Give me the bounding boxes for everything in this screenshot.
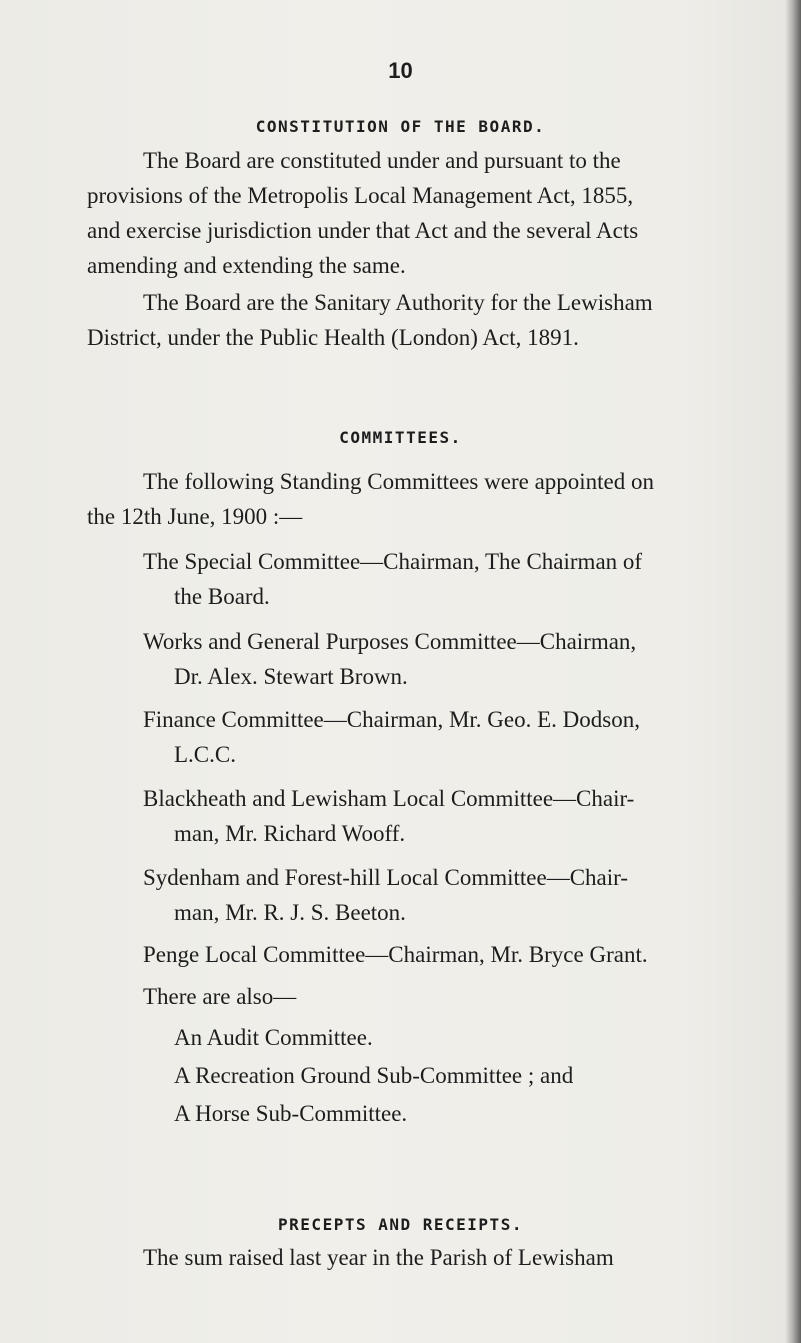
constitution-para1-line1 (143, 147, 621, 175)
precepts-line1: The sum raised last year in the Parish of Lewisham (143, 1245, 614, 1270)
committee-works-line2: Dr. Alex. Stewart Brown. (174, 664, 408, 689)
committees-heading: COMMITTEES. (339, 428, 462, 447)
also-item-recreation: A Recreation Ground Sub-Committee ; and (174, 1063, 574, 1088)
committee-blackheath-line2: man, Mr. Richard Wooff. (174, 821, 406, 846)
precepts-heading: PRECEPTS AND RECEIPTS. (278, 1215, 523, 1234)
committee-sydenham-line1: Sydenham and Forest-hill Local Committee—Chair- (143, 865, 628, 890)
committee-blackheath-line1: Blackheath and Lewisham Local Committee—Chair- (143, 786, 635, 811)
page-edge-shadow (785, 0, 801, 1343)
constitution-para2-line1: The Board are the Sanitary Authority for the Lewisham (143, 290, 653, 315)
also-item-horse: A Horse Sub-Committee. (174, 1101, 408, 1126)
committee-sydenham-line2: man, Mr. R. J. S. Beeton. (174, 900, 406, 925)
page-number: 10 (388, 58, 413, 83)
committee-special-line2: the Board. (174, 584, 270, 609)
also-label: There are also— (143, 984, 297, 1009)
committee-penge-line1: Penge Local Committee—Chairman, Mr. Bryce Grant. (143, 942, 648, 967)
committees-intro-line2: the 12th June, 1900 :— (87, 504, 303, 529)
constitution-para2-line2: District, under the Public Health (London) Act, 1891. (87, 325, 579, 350)
committee-finance-line1: Finance Committee—Chairman, Mr. Geo. E. Dodson, (143, 707, 640, 732)
committee-finance-line2: L.C.C. (174, 742, 236, 767)
committee-works-line1: Works and General Purposes Committee—Chairman, (143, 629, 637, 654)
committees-intro-line1: The following Standing Committees were appointed on (143, 469, 655, 494)
constitution-para1-line4: amending and extending the same. (87, 253, 406, 278)
constitution-para1-line1-text: The Board are constituted under and pursuant to the (143, 148, 621, 173)
constitution-heading: CONSTITUTION OF THE BOARD. (255, 117, 546, 136)
also-item-audit: An Audit Committee. (174, 1025, 373, 1050)
constitution-para1-line2: provisions of the Metropolis Local Management Act, 1855, (87, 183, 634, 208)
constitution-para1-line3: and exercise jurisdiction under that Act and the several Acts (87, 218, 639, 243)
committee-special-line1: The Special Committee—Chairman, The Chairman of (143, 549, 643, 574)
